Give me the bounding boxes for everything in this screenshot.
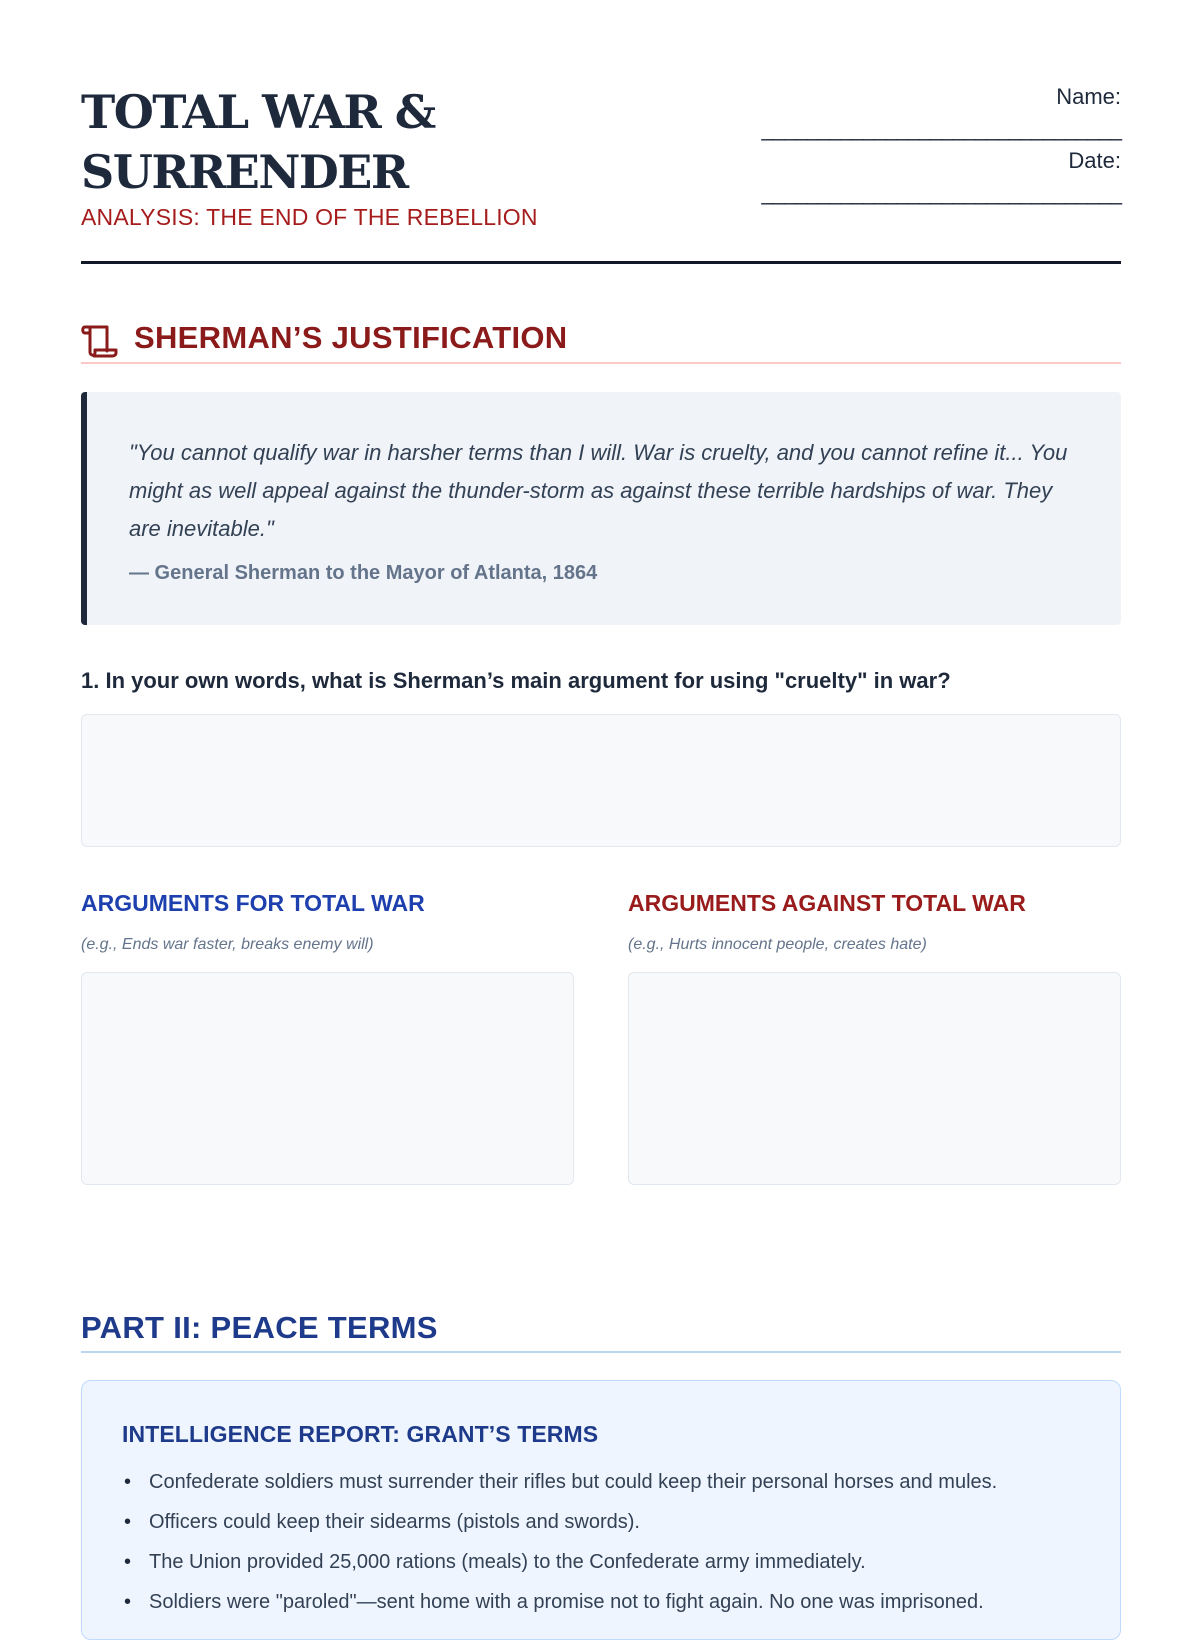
quote-text: "You cannot qualify war in harsher terms than I will. War is cruelty, and you cannot refine it... You might as well appeal against the thunder-storm as against these terrible hardships of war. They are inevitable." (129, 440, 1068, 541)
list-item: • Soldiers were "paroled"—sent home with a promise not to fight again. No one was imprisoned. (122, 1582, 1080, 1622)
sherman-quote (81, 392, 1121, 625)
arguments-against-heading: ARGUMENTS AGAINST TOTAL WAR (628, 890, 1026, 916)
arguments-for-hint: (e.g., Ends war faster, breaks enemy will) (81, 936, 374, 953)
scroll-icon (81, 322, 119, 358)
list-item: • The Union provided 25,000 rations (meals) to the Confederate army immediately. (122, 1542, 1080, 1582)
name-label: Name: (1056, 84, 1121, 109)
page-subtitle: ANALYSIS: THE END OF THE REBELLION (81, 204, 538, 230)
answer-box-1[interactable] (81, 714, 1121, 847)
question-1: 1. In your own words, what is Sherman’s main argument for using "cruelty" in war? (81, 668, 951, 693)
page-title: TOTAL WAR & SURRENDER (81, 85, 435, 199)
quote-citation: — General Sherman to the Mayor of Atlanta, 1864 (129, 562, 598, 584)
section-heading-sherman (81, 318, 1121, 364)
student-info (741, 82, 1121, 210)
section-title: SHERMAN’S JUSTIFICATION (134, 320, 568, 355)
arguments-for-box[interactable] (81, 972, 574, 1185)
arguments-against-box[interactable] (628, 972, 1121, 1185)
list-item: • Officers could keep their sidearms (pistols and swords). (122, 1502, 1080, 1542)
worksheet-header (81, 82, 1121, 264)
section-heading-peace-terms (81, 1310, 1121, 1353)
arguments-against-hint: (e.g., Hurts innocent people, creates hate) (628, 936, 927, 953)
date-field[interactable]: ________________________________ (761, 180, 1121, 205)
arguments-for-heading: ARGUMENTS FOR TOTAL WAR (81, 890, 425, 916)
section-title: PART II: PEACE TERMS (81, 1310, 438, 1345)
terms-list (122, 1462, 1080, 1622)
intelligence-report (81, 1380, 1121, 1640)
report-title: INTELLIGENCE REPORT: GRANT’S TERMS (122, 1421, 599, 1447)
list-item: • Confederate soldiers must surrender their rifles but could keep their personal horses and mules. (122, 1462, 1080, 1502)
worksheet-page (81, 0, 1121, 1613)
name-field[interactable]: ________________________________ (761, 116, 1121, 141)
date-label: Date: (1068, 148, 1121, 173)
